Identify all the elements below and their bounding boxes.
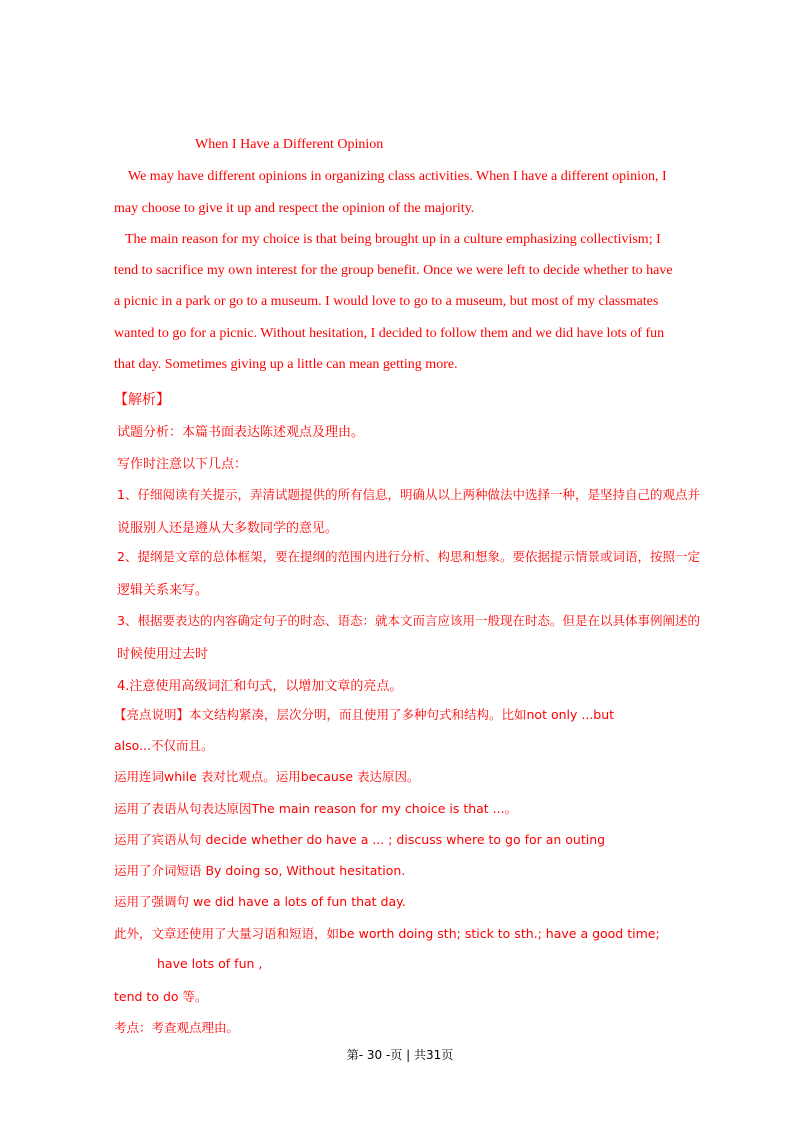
- highlights-line: 运用连词while 表对比观点。运用because 表达原因。: [114, 769, 420, 784]
- analysis-line: 说服别人还是遵从大多数同学的意见。: [117, 521, 339, 536]
- essay-line: wanted to go for a picnic. Without hesitation, I decided to follow them and we did have lots of fun: [114, 326, 665, 341]
- highlights-line: 此外，文章还使用了大量习语和短语，如be worth doing sth; stick to sth.; have a good time;: [114, 926, 660, 941]
- analysis-line: 3、根据要表达的内容确定句子的时态、语态：就本文而言应该用一般现在时态。但是在以具体事例阐述的: [117, 613, 700, 628]
- analysis-line: 2、提纲是文章的总体框架，要在提纲的范围内进行分析、构思和想象。要依据提示情景或词语，按照一定: [117, 549, 700, 564]
- highlights-line: 运用了强调句 we did have a lots of fun that day.: [114, 894, 406, 909]
- essay-line: tend to sacrifice my own interest for the group benefit. Once we were left to decide whether to have: [114, 263, 673, 278]
- highlights-line: also...不仅而且。: [114, 738, 214, 753]
- analysis-line: 4.注意使用高级词汇和句式，以增加文章的亮点。: [117, 679, 403, 694]
- analysis-heading: 【解析】: [114, 392, 170, 408]
- essay-line: that day. Sometimes giving up a little can mean getting more.: [114, 357, 458, 372]
- essay-line: We may have different opinions in organizing class activities. When I have a different opinion, I: [128, 169, 667, 184]
- essay-line: The main reason for my choice is that being brought up in a culture emphasizing collectivism; I: [125, 232, 661, 247]
- analysis-line: 写作时注意以下几点：: [117, 457, 248, 472]
- analysis-line: 1、仔细阅读有关提示，弄清试题提供的所有信息，明确从以上两种做法中选择一种，是坚持自己的观点并: [117, 487, 700, 502]
- highlights-line: 考点：考查观点理由。: [114, 1020, 240, 1035]
- highlights-line: 运用了宾语从句 decide whether do have a ... ; discuss where to go for an outing: [114, 832, 606, 847]
- essay-line: may choose to give it up and respect the opinion of the majority.: [114, 201, 475, 216]
- highlights-line: tend to do 等。: [114, 989, 208, 1004]
- essay-title: When I Have a Different Opinion: [195, 137, 384, 152]
- highlights-line: 运用了表语从句表达原因The main reason for my choice is that ...。: [114, 801, 518, 816]
- analysis-line: 时候使用过去时: [117, 647, 209, 662]
- highlights-line: 运用了介词短语 By doing so, Without hesitation.: [114, 863, 406, 878]
- highlights-line: have lots of fun ,: [157, 956, 263, 971]
- page-footer: 第- 30 -页 | 共31页: [346, 1048, 454, 1062]
- essay-line: a picnic in a park or go to a museum. I would love to go to a museum, but most of my classmates: [114, 294, 659, 309]
- highlights-line: 【亮点说明】本文结构紧凑，层次分明，而且使用了多种句式和结构。比如not only ...but: [114, 707, 615, 722]
- analysis-line: 试题分析：本篇书面表达陈述观点及理由。: [117, 425, 365, 440]
- analysis-line: 逻辑关系来写。: [117, 583, 209, 598]
